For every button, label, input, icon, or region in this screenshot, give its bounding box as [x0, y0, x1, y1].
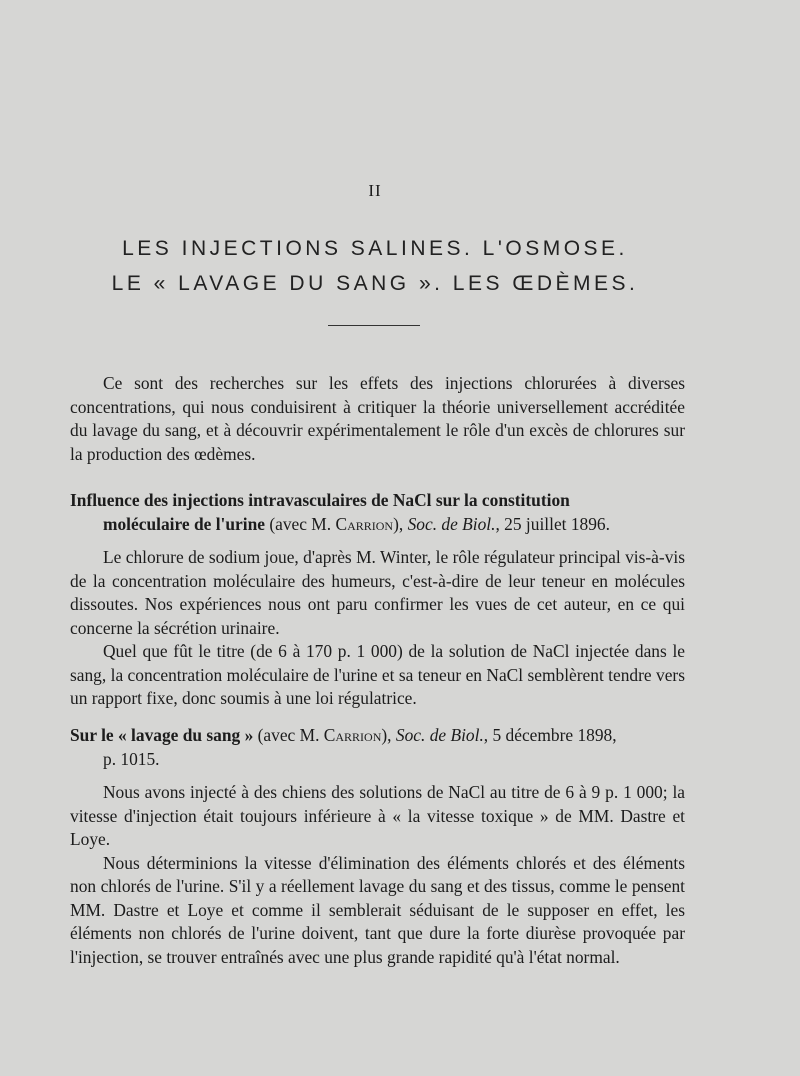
section-1-heading: [70, 489, 685, 536]
section-1-paragraph-2: Quel que fût le titre (de 6 à 170 p. 1 000) de la solution de NaCl injectée dans le sang, la concentration moléculaire de l'urine et sa teneur en NaCl semblèrent tendre vers un rapport fixe, donc soumis à une loi régulatrice.: [70, 641, 685, 708]
section-2-after-author: ),: [381, 725, 396, 745]
chapter-title-line-2: LE « LAVAGE DU SANG ». LES ŒDÈMES.: [111, 272, 639, 295]
section-1-paragraph-1: Le chlorure de sodium joue, d'après M. Winter, le rôle régulateur principal vis-à-vis de la concentration moléculaire des humeurs, c'est-à-dire de leur teneur en molécules dissoutes. Nos expériences nous ont paru confirmer les vues de cet auteur, en ce qui concerne la sécrétion urinaire.: [70, 547, 685, 638]
section-2-journal: Soc. de Biol.: [395, 725, 484, 745]
section-2-paragraph-1: Nous avons injecté à des chiens des solutions de NaCl au titre de 6 à 9 p. 1 000; la vitesse d'injection était toujours inférieure à « la vitesse toxique » de MM. Dastre et Loye.: [70, 782, 685, 849]
section-1-title-b: moléculaire de l'urine: [103, 513, 265, 534]
intro-block: [70, 372, 685, 466]
section-1-with: (avec M.: [264, 513, 336, 534]
section-2: [70, 724, 685, 969]
section-1-title-a: Influence des injections intravasculaires de NaCl sur la constitution: [70, 490, 570, 510]
section-1-author: Carrion: [335, 513, 394, 534]
section-1-journal: Soc. de Biol.: [407, 513, 496, 534]
section-2-date: , 5 décembre 1898,: [483, 725, 617, 745]
section-2-paragraph-2: Nous déterminions la vitesse d'élimination des éléments chlorés et des éléments non chlorés de l'urine. S'il y a réellement lavage du sang et des tissus, comme le pensent MM. Dastre et Loye et comme il semblerait séduisant de le supposer en effet, les éléments non chlorés de l'urine doivent, tant que dure la forte diurèse provoquée par l'injection, se trouver entraînés avec une plus grande rapidité qu'à l'état normal.: [70, 852, 685, 967]
section-2-title: Sur le « lavage du sang »: [70, 725, 254, 745]
title-rule: [328, 325, 420, 326]
section-1-after-author: ),: [393, 513, 408, 534]
section-2-with: (avec M.: [253, 725, 324, 745]
chapter-number: II: [368, 181, 382, 200]
section-2-heading: [70, 724, 685, 771]
section-1: [70, 489, 685, 711]
section-2-author: Carrion: [323, 725, 382, 745]
intro-paragraph: Ce sont des recherches sur les effets des injections chlorurées à diverses concentrations, qui nous conduisirent à critiquer la théorie universellement accréditée du lavage du sang, et à découvrir expérimentalement le rôle d'un excès de chlorures sur la production des œdèmes.: [70, 373, 685, 464]
section-2-page: p. 1015.: [103, 748, 160, 769]
section-1-date: , 25 juillet 1896.: [495, 513, 610, 534]
chapter-title-line-1: LES INJECTIONS SALINES. L'OSMOSE.: [122, 237, 628, 260]
